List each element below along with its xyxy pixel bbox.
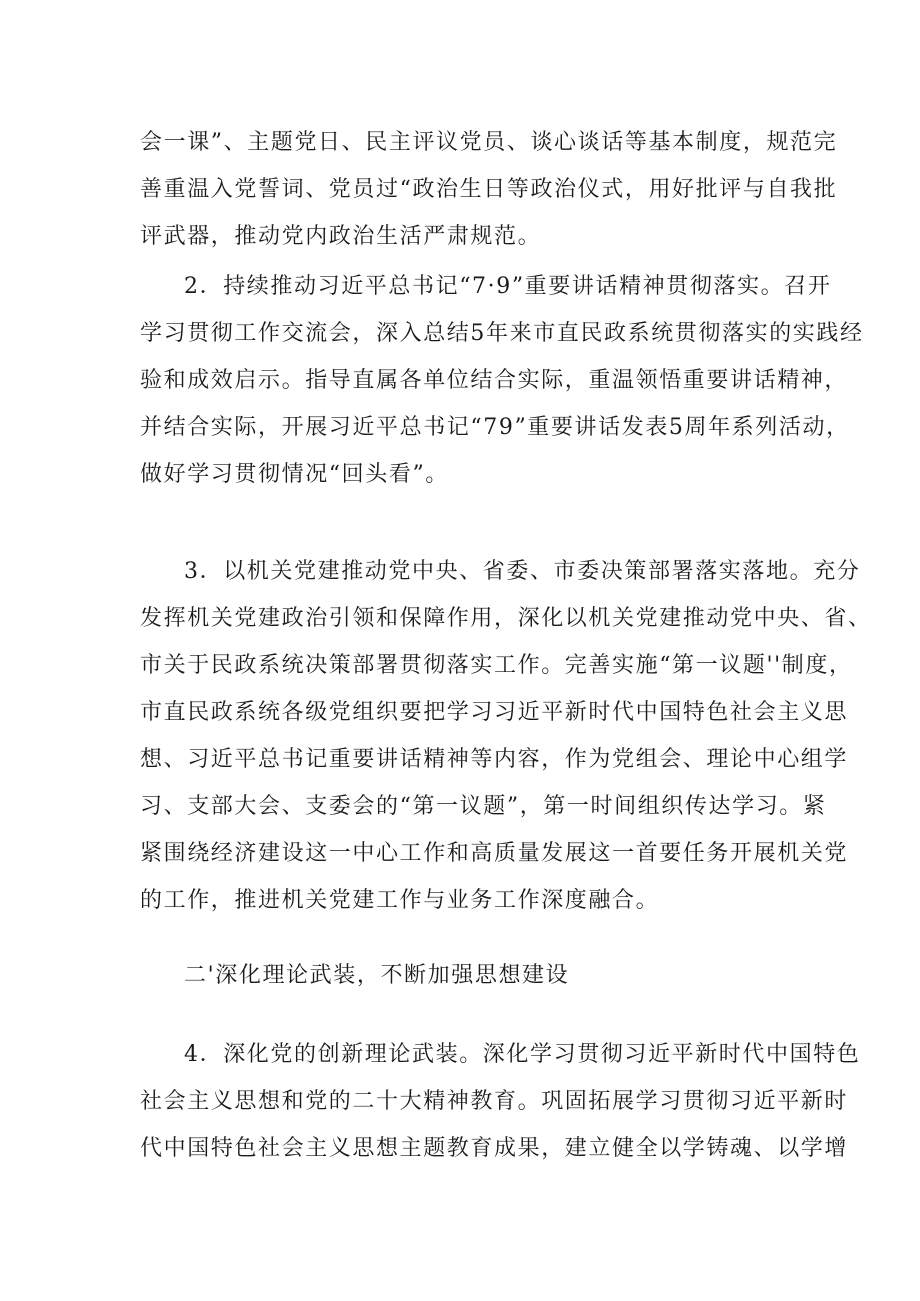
text-line: 3．以机关党建推动党中央、省委、市委决策部署落实落地。充分: [184, 559, 861, 584]
paragraph-item-3: [140, 548, 872, 924]
text-line: 做好学习贯彻情况“回头看”。: [140, 462, 449, 487]
text-line: 2．持续推动习近平总书记“7·9”重要讲话精神贯彻落实。召开: [184, 274, 832, 299]
paragraph-continuation: [140, 119, 838, 260]
text-line: 市直民政系统各级党组织要把学习习近平新时代中国特色社会主义思: [140, 700, 849, 725]
text-line: 会一课”、主题党日、民主评议党员、谈心谈话等基本制度，规范完: [140, 130, 838, 155]
text-line: 想、习近平总书记重要讲话精神等内容，作为党组会、理论中心组学: [140, 747, 849, 772]
text-line: 学习贯彻工作交流会，深入总结5年来市直民政系统贯彻落实的实践经: [140, 321, 864, 346]
paragraph-item-4: [140, 1031, 861, 1172]
text-line: 市关于民政系统决策部署贯彻落实工作。完善实施“第一议题''制度，: [140, 653, 853, 678]
text-line: 的工作，推进机关党建工作与业务工作深度融合。: [140, 888, 660, 913]
text-line: 社会主义思想和党的二十大精神教育。巩固拓展学习贯彻习近平新时: [140, 1089, 849, 1114]
text-line: 4．深化党的创新理论武装。深化学习贯彻习近平新时代中国特色: [184, 1042, 861, 1067]
text-line: 发挥机关党建政治引领和保障作用，深化以机关党建推动党中央、省、: [140, 606, 872, 631]
paragraph-item-2: [140, 263, 864, 498]
text-line: 评武器，推动党内政治生活严肃规范。: [140, 224, 542, 249]
text-line: 紧围绕经济建设这一中心工作和高质量发展这一首要任务开展机关党: [140, 841, 849, 866]
text-line: 习、支部大会、支委会的“第一议题”，第一时间组织传达学习。紧: [140, 794, 827, 819]
text-line: 并结合实际，开展习近平总书记“79”重要讲话发表5周年系列活动，: [140, 415, 850, 440]
text-line: 善重温入党誓词、党员过“政治生日等政治仪式，用好批评与自我批: [140, 177, 838, 202]
text-line: 代中国特色社会主义思想主题教育成果，建立健全以学铸魂、以学增: [140, 1136, 849, 1161]
text-line: 验和成效启示。指导直属各单位结合实际，重温领悟重要讲话精神，: [140, 368, 849, 393]
section-heading: 二'深化理论武装，不断加强思想建设: [184, 963, 570, 988]
